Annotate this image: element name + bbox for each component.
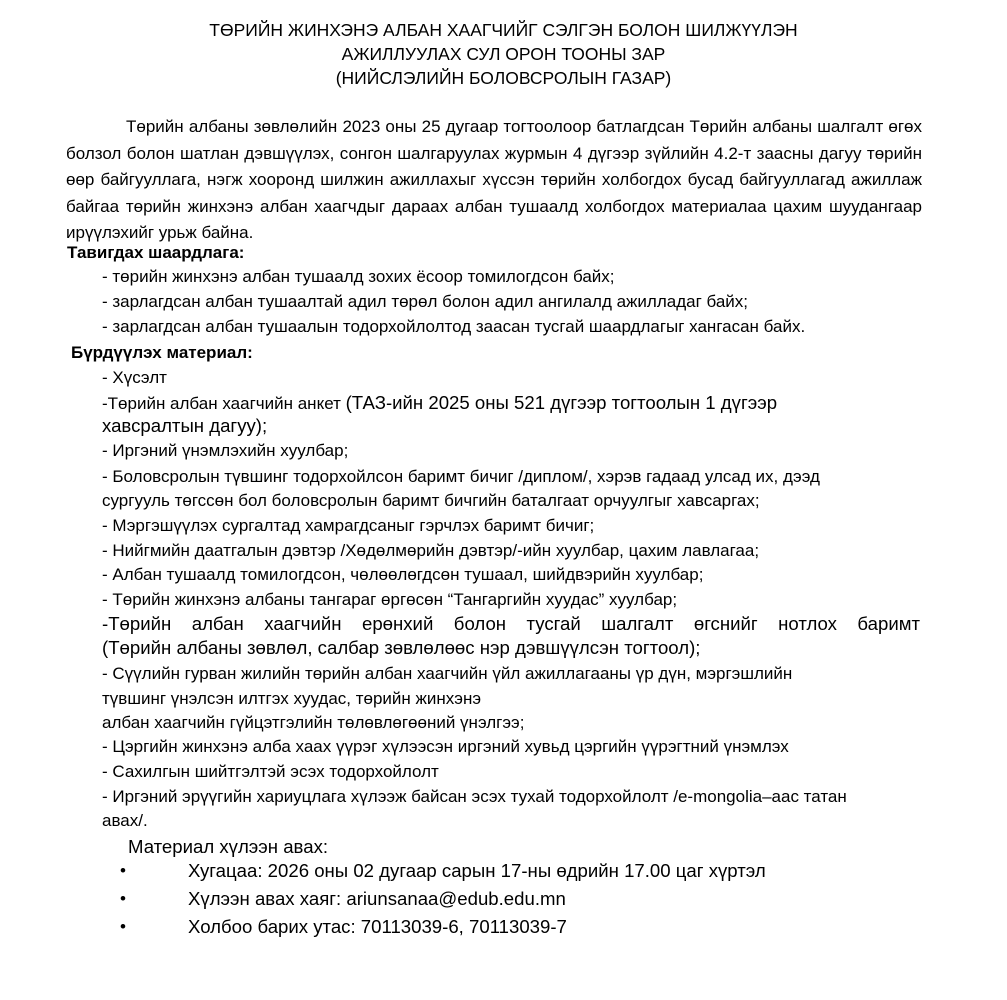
material-item: - Иргэний үнэмлэхийн хуулбар; bbox=[102, 441, 349, 460]
material-item: авах/. bbox=[102, 811, 148, 830]
material-item: - Сүүлийн гурван жилийн төрийн албан хаагчийн үйл ажиллагааны үр дүн, мэргэшлийн bbox=[102, 664, 793, 683]
deadline-text: Хугацаа: 2026 оны 02 дугаар сарын 17-ны өдрийн 17.00 цаг хүртэл bbox=[188, 860, 766, 881]
bullet-icon: • bbox=[120, 889, 126, 908]
material-item: (Төрийн албаны зөвлөл, салбар зөвлөлөөс нэр дэвшүүлсэн тогтоол); bbox=[102, 637, 701, 658]
submission-heading: Материал хүлээн авах: bbox=[128, 836, 329, 857]
material-item: - Цэргийн жинхэнэ алба хаах үүрэг хүлээсэн иргэний хувьд цэргийн үүрэгтний үнэмлэх bbox=[102, 737, 789, 756]
requirement-item: - төрийн жинхэнэ албан тушаалд зохих ёсоор томилогдсон байх; bbox=[102, 267, 615, 286]
title-line-3: (НИЙСЛЭЛИЙН БОЛОВСРОЛЫН ГАЗАР) bbox=[335, 68, 672, 88]
material-item: хавсралтын дагуу); bbox=[102, 415, 268, 436]
material-item: -Төрийн албан хаагчийн ерөнхий болон тусгай шалгалт өгснийг нотлох баримт bbox=[102, 613, 920, 634]
materials-heading: Бүрдүүлэх материал: bbox=[71, 343, 253, 362]
material-item: - Нийгмийн даатгалын дэвтэр /Хөдөлмөрийн дэвтэр/-ийн хуулбар, цахим лавлагаа; bbox=[102, 541, 760, 560]
material-item: - Албан тушаалд томилогдсон, чөлөөлөгдсөн тушаал, шийдвэрийн хуулбар; bbox=[102, 565, 704, 584]
phone-text: Холбоо барих утас: 70113039-6, 70113039-7 bbox=[188, 916, 567, 937]
material-item: - Сахилгын шийтгэлтэй эсэх тодорхойлолт bbox=[102, 762, 439, 781]
material-item bbox=[102, 392, 777, 415]
intro-text: Төрийн албаны зөвлөлийн 2023 оны 25 дугаар тогтоолоор батлагдсан Төрийн албаны шалгалт өгөх болзол болон шатлан дэвшүүлэх, сонгон шалгаруулах журмын 4 дүгээр зүйлийн 4.2-т заасны дагуу төрийн өөр байгууллага, нэгж хооронд шилжин ажиллахыг хүссэн төрийн холбогдох бусад байгууллагад ажиллаж байгаа төрийн жинхэнэ албан хаагчдыг дараах албан тушаалд холбогдох материалаа цахим шуудангаар ирүүлэхийг урьж байна. bbox=[66, 117, 922, 242]
material-item: сургууль төгссөн бол боловсролын баримт бичгийн баталгаат орчуулгыг хавсаргах; bbox=[102, 491, 760, 510]
title-line-1: ТӨРИЙН ЖИНХЭНЭ АЛБАН ХААГЧИЙГ СЭЛГЭН БОЛОН ШИЛЖҮҮЛЭН bbox=[209, 20, 798, 40]
requirements-heading: Тавигдах шаардлага: bbox=[67, 243, 245, 262]
material-item-text: (ТАЗ-ийн 2025 оны 521 дүгээр тогтоолын 1 дүгээр bbox=[345, 392, 778, 413]
email-text[interactable]: Хүлээн авах хаяг: ariunsanaa@edub.edu.mn bbox=[188, 888, 566, 909]
material-item: - Хүсэлт bbox=[102, 368, 167, 387]
document-title bbox=[0, 18, 1007, 90]
bullet-icon: • bbox=[120, 861, 126, 880]
intro-paragraph bbox=[66, 114, 922, 247]
material-item: - Төрийн жинхэнэ албаны тангараг өргөсөн “Тангаргийн хуудас” хуулбар; bbox=[102, 590, 678, 609]
material-item: - Боловсролын түвшинг тодорхойлсон баримт бичиг /диплом/, хэрэв гадаад улсад их, дээд bbox=[102, 467, 820, 486]
material-item: - Мэргэшүүлэх сургалтад хамрагдсаныг гэрчлэх баримт бичиг; bbox=[102, 516, 595, 535]
requirement-item: - зарлагдсан албан тушаалтай адил төрөл болон адил ангилалд ажилладаг байх; bbox=[102, 292, 749, 311]
bullet-icon: • bbox=[120, 917, 126, 936]
requirement-item: - зарлагдсан албан тушаалын тодорхойлолтод заасан тусгай шаардлагыг хангасан байх. bbox=[102, 317, 806, 336]
material-item: - Иргэний эрүүгийн хариуцлага хүлээж байсан эсэх тухай тодорхойлолт /e-mongolia–аас татан bbox=[102, 787, 847, 806]
material-item: албан хаагчийн гүйцэтгэлийн төлөвлөгөөний үнэлгээ; bbox=[102, 713, 525, 732]
material-item: түвшинг үнэлсэн илтгэх хуудас, төрийн жинхэнэ bbox=[102, 689, 482, 708]
material-item-text: -Төрийн албан хаагчийн анкет bbox=[102, 394, 341, 413]
title-line-2: АЖИЛЛУУЛАХ СУЛ ОРОН ТООНЫ ЗАР bbox=[341, 44, 666, 64]
